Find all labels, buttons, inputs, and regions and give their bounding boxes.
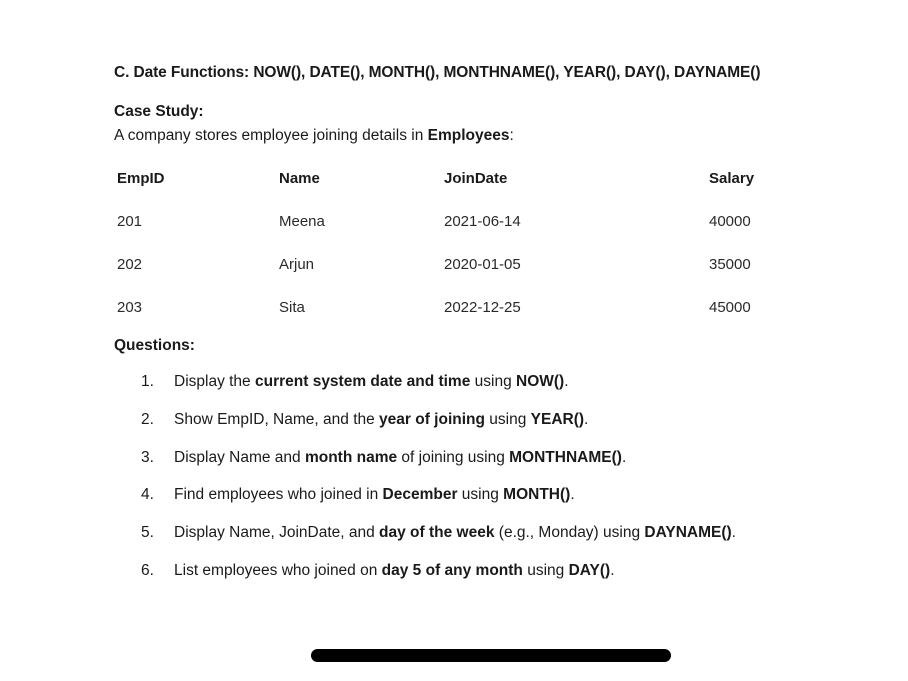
intro-table-name: Employees <box>427 127 510 144</box>
text-part: using <box>484 410 531 428</box>
question-number: 4. <box>141 486 154 504</box>
table-row <box>114 200 789 243</box>
text-part: . <box>570 486 575 504</box>
question-text <box>174 562 615 600</box>
emphasis-part: year of joining <box>379 410 485 428</box>
question-number: 5. <box>141 524 154 542</box>
question-text <box>174 411 588 449</box>
text-part: Display Name, JoinDate, and <box>174 524 380 542</box>
emphasis-part: current system date and time <box>254 373 471 390</box>
text-part: using <box>470 373 517 390</box>
text-part: List employees who joined on <box>174 561 382 579</box>
text-part: . <box>610 561 615 579</box>
question-number: 3. <box>141 448 154 466</box>
questions-label: Questions: <box>114 337 195 354</box>
cell-joindate: 2022-12-25 <box>444 299 521 316</box>
cell-name: Arjun <box>279 256 315 273</box>
question-item <box>141 411 736 449</box>
function-name: YEAR() <box>530 410 585 428</box>
table-row <box>114 243 789 286</box>
intro-suffix: : <box>509 127 514 144</box>
intro-prefix: A company stores employee joining details in <box>114 127 428 144</box>
home-indicator-bar[interactable] <box>311 649 671 662</box>
question-item <box>141 449 736 487</box>
text-part: Show EmpID, Name, and the <box>174 410 380 428</box>
function-name: DAY() <box>568 561 611 579</box>
cell-empid: 202 <box>117 256 143 273</box>
question-text <box>174 524 736 562</box>
text-part: Find employees who joined in <box>174 486 383 504</box>
column-header-name: Name <box>279 170 320 187</box>
case-study-intro <box>114 127 514 145</box>
cell-empid: 201 <box>117 213 143 230</box>
text-part: using <box>522 561 569 579</box>
function-name: NOW() <box>516 373 565 390</box>
question-number: 2. <box>141 410 154 428</box>
case-study-label: Case Study: <box>114 103 204 120</box>
text-part: . <box>564 373 569 390</box>
emphasis-part: day of the week <box>379 524 495 542</box>
column-header-empid: EmpID <box>117 170 165 187</box>
question-item <box>141 373 736 411</box>
cell-empid: 203 <box>117 299 143 316</box>
table-header-row <box>114 157 789 200</box>
cell-name: Sita <box>279 299 305 316</box>
emphasis-part: December <box>382 486 458 504</box>
text-part: . <box>584 410 589 428</box>
text-part: of joining using <box>397 448 510 466</box>
question-number: 6. <box>141 561 154 579</box>
text-part: . <box>731 524 736 542</box>
text-part: . <box>621 448 627 466</box>
question-item <box>141 524 736 562</box>
text-part: Display the <box>174 373 255 390</box>
table-row <box>114 286 789 329</box>
cell-salary: 45000 <box>709 299 751 316</box>
emphasis-part: day 5 of any month <box>381 561 523 579</box>
column-header-salary: Salary <box>709 170 755 187</box>
text-part: using <box>457 486 504 504</box>
employees-table <box>114 157 789 329</box>
function-name: MONTHNAME() <box>509 448 622 466</box>
emphasis-part: month name <box>304 448 398 466</box>
text-part: (e.g., Monday) using <box>494 524 645 542</box>
function-name: MONTH() <box>503 486 571 504</box>
cell-salary: 35000 <box>709 256 751 273</box>
question-text <box>174 486 575 524</box>
question-text <box>174 373 569 411</box>
cell-name: Meena <box>279 213 325 230</box>
text-part: Display Name and <box>174 448 305 466</box>
question-item <box>141 486 736 524</box>
question-number: 1. <box>141 373 154 390</box>
question-item <box>141 562 736 600</box>
column-header-joindate: JoinDate <box>444 170 508 187</box>
cell-joindate: 2021-06-14 <box>444 213 521 230</box>
section-heading: C. Date Functions: NOW(), DATE(), MONTH(), MONTHNAME(), YEAR(), DAY(), DAYNAME() <box>114 64 761 81</box>
question-text <box>174 449 626 487</box>
cell-joindate: 2020-01-05 <box>444 256 521 273</box>
questions-list <box>141 373 736 600</box>
function-name: DAYNAME() <box>644 524 732 542</box>
cell-salary: 40000 <box>709 213 751 230</box>
